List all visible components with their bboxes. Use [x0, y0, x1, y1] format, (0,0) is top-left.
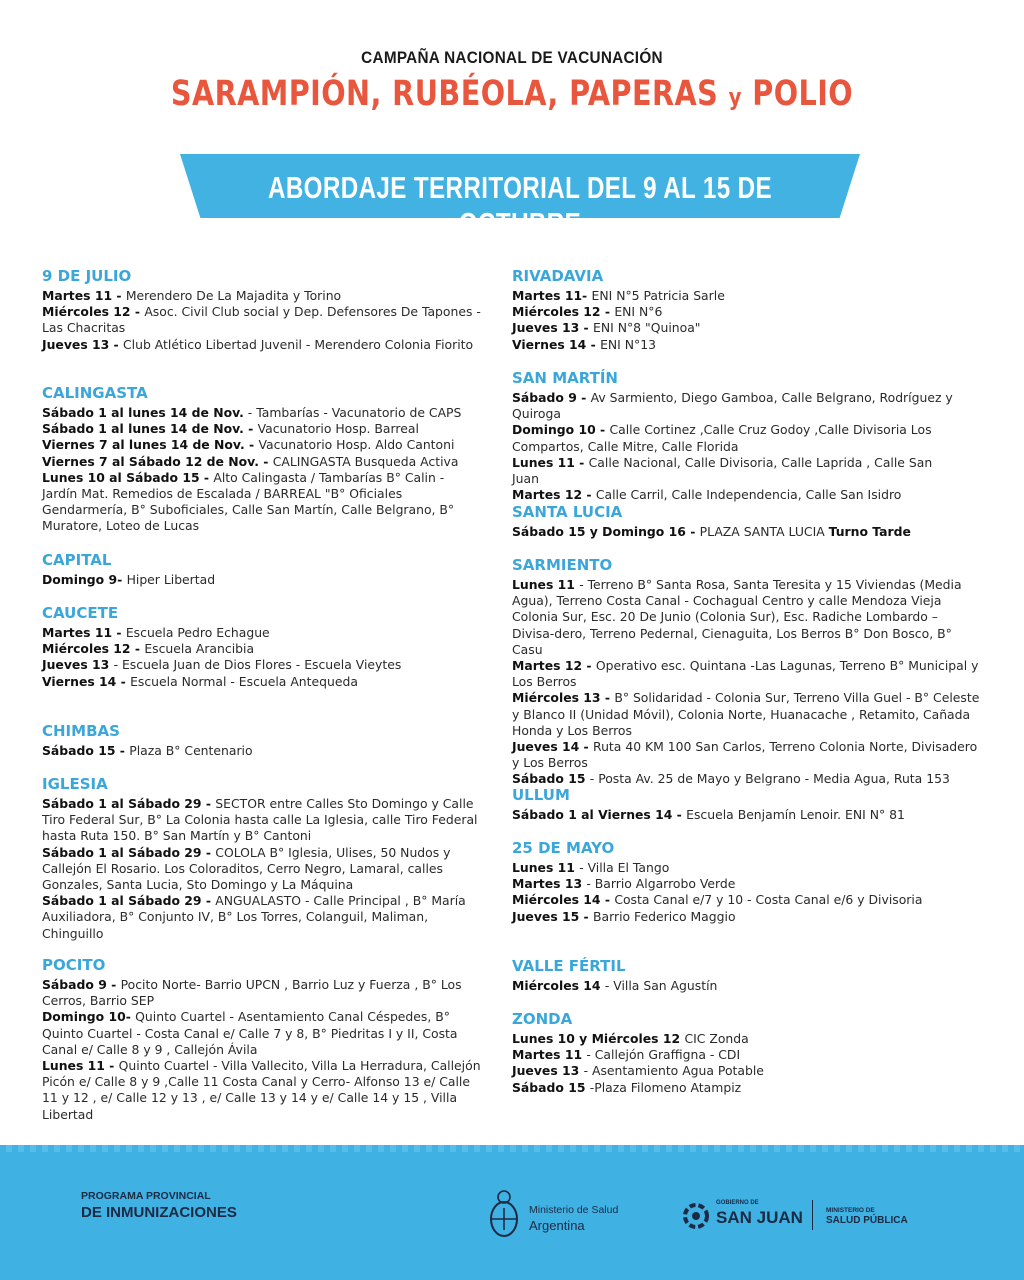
section-body	[42, 572, 482, 588]
section-title: ULLUM	[512, 786, 570, 804]
entry-location: - Barrio Algarrobo Verde	[586, 876, 736, 892]
section-body	[512, 807, 982, 823]
entry-date: Miércoles 14	[512, 978, 605, 993]
section-title: SAN MARTÍN	[512, 369, 618, 387]
section-rivadavia	[512, 267, 982, 353]
entry-location: B° Solidaridad - Colonia Sur, Terreno Villa Guel - B° Celeste y Blanco II (Unidad Móvil), Colonia Norte, Huanacache , Retamito, Cañada Honda y Los Berros	[512, 690, 980, 738]
section-body	[42, 405, 482, 535]
section-iglesia	[42, 775, 492, 942]
entry-date: Miércoles 12 -	[42, 304, 145, 320]
entry-date: Sábado 1 al Sábado 29 -	[42, 796, 216, 811]
entry-location: - Asentamiento Agua Potable	[583, 1063, 764, 1079]
entry-location: CALINGASTA Busqueda Activa	[272, 453, 459, 469]
entry-location: SECTOR entre Calles Sto Domingo y Calle Tiro Federal Sur, B° La Colonia hasta calle La Iglesia, calle Tiro Federal hasta Ruta 150. B° San Martín y B° Cantoni	[42, 796, 478, 844]
section-calingasta	[42, 384, 482, 535]
entry-date: Martes 12 -	[512, 658, 596, 674]
entry-location: ENI N°8 "Quinoa"	[593, 320, 701, 336]
san-juan-logo-icon	[680, 1200, 712, 1232]
entry-date: Sábado 15 y Domingo 16 -	[512, 524, 700, 539]
section-body	[512, 978, 982, 994]
ministerio-label: MINISTERIO DE	[826, 1207, 875, 1214]
entry-location: Av Sarmiento, Diego Gamboa, Calle Belgrano, Rodríguez y Quiroga	[512, 390, 953, 422]
section-body	[42, 743, 482, 759]
diseases-title-y: y	[728, 83, 742, 111]
entry-date: Jueves 13	[512, 1063, 584, 1079]
entry-date: Miércoles 13 -	[512, 690, 615, 706]
entry-date: Sábado 9 -	[42, 977, 121, 992]
entry-location: Calle Carril, Calle Independencia, Calle San Isidro	[595, 487, 902, 503]
san-juan-label: SAN JUAN	[716, 1208, 803, 1227]
entry-date: Viernes 14 -	[512, 336, 601, 352]
entry-date: Domingo 10-	[42, 1009, 136, 1025]
entry-location: Escuela Pedro Echague	[125, 625, 270, 640]
entry-date: Sábado 1 al Viernes 14 -	[512, 807, 687, 822]
entry-date: Sábado 15	[512, 1079, 590, 1095]
entry-date: Sábado 9 -	[512, 390, 591, 405]
section-sarmiento	[512, 556, 982, 788]
entry-location: ENI N°13	[600, 336, 656, 352]
section-body	[42, 288, 482, 353]
campaign-title: CAMPAÑA NACIONAL DE VACUNACIÓN	[361, 48, 663, 67]
entry-date: Martes 11-	[512, 288, 592, 303]
entry-location: Alto Calingasta / Tambarías B° Calin - Jardín Mat. Remedios de Escalada / BARREAL "B° Oficiales Gendarmería, B° Suboficiales, Calle San Martín, Calle Belgrano, B° Muratore, Loteo de Lucas	[42, 469, 455, 534]
section-ullum	[512, 786, 982, 823]
entry-date: Lunes 11	[512, 577, 580, 592]
section-title: CAPITAL	[42, 551, 112, 569]
entry-location: ENI N°5 Patricia Sarle	[591, 288, 725, 303]
entry-location: - Tambarías - Vacunatorio de CAPS	[243, 405, 462, 420]
entry-location: ENI N°6	[614, 304, 663, 320]
banner-text: ABORDAJE TERRITORIAL DEL 9 AL 15 DE OCTUBRE	[267, 170, 773, 241]
entry-date: Martes 11 -	[42, 625, 126, 640]
entry-location: Vacunatorio Hosp. Barreal	[257, 421, 419, 437]
section-title: CAUCETE	[42, 604, 119, 622]
program-line-2: DE INMUNIZACIONES	[81, 1204, 237, 1221]
section-title: CALINGASTA	[42, 384, 148, 402]
entry-location: Quinto Cuartel - Asentamiento Canal Céspedes, B° Quinto Cuartel - Costa Canal e/ Calle 7 y 8, B° Piedritas I y II, Costa Canal e/ Calle 8 y 9 , Callejón Ávila	[42, 1009, 458, 1057]
entry-location: Escuela Normal - Escuela Antequeda	[130, 673, 358, 689]
entry-location: Quinto Cuartel - Villa Vallecito, Villa La Herradura, Callejón Picón e/ Calle 8 y 9 ,Calle 11 Costa Canal y Cerro- Alfonso 13 e/ Calle 11 y 12 , e/ Calle 12 y 13 , e/ Calle 13 y 14 y e/ Calle 14 y 15 , Villa Libertad	[42, 1058, 481, 1122]
entry-date: Jueves 13 -	[42, 336, 124, 352]
entry-date: Martes 11	[512, 1047, 587, 1063]
entry-location: - Villa El Tango	[579, 860, 670, 875]
entry-location: Barrio Federico Maggio	[593, 908, 736, 924]
entry-date: Sábado 1 al lunes 14 de Nov.	[42, 405, 244, 420]
entry-location: PLAZA SANTA LUCIA	[699, 524, 829, 539]
section-title: RIVADAVIA	[512, 267, 604, 285]
entry-location: Vacunatorio Hosp. Aldo Cantoni	[258, 437, 455, 453]
entry-location: Escuela Benjamín Lenoir. ENI N° 81	[686, 807, 905, 822]
section-body	[512, 390, 957, 503]
entry-date: Viernes 7 al lunes 14 de Nov. -	[42, 437, 259, 453]
ministry-line-2: Argentina	[529, 1218, 585, 1233]
entry-date: Sábado 1 al Sábado 29 -	[42, 893, 216, 909]
entry-location: - Terreno B° Santa Rosa, Santa Teresita y 15 Viviendas (Media Agua), Terreno Costa Canal - Cochagual Centro y calle Mendoza Vieja Colonia Sur, Esc. 20 De Junio (Colonia Sur), Esc. Radiche Lombardo – Divisa-dero, Terreno Pedernal, Cienaguita, Los Berros B° Don Bosco, B° Casu	[512, 577, 962, 657]
section-body	[42, 977, 482, 1123]
section-title: POCITO	[42, 956, 106, 974]
entry-shift: Turno Tarde	[828, 524, 911, 539]
program-line-1: PROGRAMA PROVINCIAL	[81, 1190, 211, 1202]
section-title: ZONDA	[512, 1010, 573, 1028]
ministry-line-1: Ministerio de Salud	[529, 1204, 619, 1216]
section-title: 25 DE MAYO	[512, 839, 615, 857]
entry-date: Lunes 10 y Miércoles 12	[512, 1031, 685, 1046]
entry-location: Calle Nacional, Calle Divisoria, Calle Laprida , Calle San Juan	[512, 454, 933, 487]
entry-location: Merendero De La Majadita y Torino	[125, 288, 342, 303]
entry-date: Lunes 10 al Sábado 15 -	[42, 469, 214, 485]
section-zonda	[512, 1010, 982, 1096]
entry-date: Miércoles 14 -	[512, 892, 615, 908]
entry-location: Pocito Norte- Barrio UPCN , Barrio Luz y Fuerza , B° Los Cerros, Barrio SEP	[42, 977, 462, 1009]
entry-location: - Villa San Agustín	[604, 978, 718, 993]
entry-location: COLOLA B° Iglesia, Ulises, 50 Nudos y Callejón El Rosario. Los Coloraditos, Cerro Negro, Lamaral, calles Gonzales, Santa Lucia, Sto Domingo y La Máquina	[42, 844, 451, 893]
entry-location: Operativo esc. Quintana -Las Lagunas, Terreno B° Municipal y Los Berros	[512, 658, 979, 690]
section-title: VALLE FÉRTIL	[512, 957, 626, 975]
diseases-title	[92, 74, 932, 114]
entry-date: Jueves 13 -	[512, 320, 594, 336]
section-body	[512, 1031, 982, 1096]
section-title: 9 DE JULIO	[42, 267, 132, 285]
section-san-martin	[512, 369, 957, 503]
entry-date: Jueves 13	[42, 657, 114, 673]
entry-date: Sábado 1 al Sábado 29 -	[42, 844, 216, 860]
entry-date: Domingo 9-	[42, 572, 127, 587]
section-capital	[42, 551, 482, 588]
section-9-de-julio	[42, 267, 482, 353]
section-body	[512, 524, 982, 540]
entry-location: CIC Zonda	[684, 1031, 749, 1046]
entry-location: -Plaza Filomeno Atampiz	[589, 1079, 742, 1095]
entry-date: Jueves 15 -	[512, 908, 594, 924]
entry-date: Viernes 14 -	[42, 673, 131, 689]
section-body	[42, 625, 482, 690]
entry-date: Sábado 1 al lunes 14 de Nov. -	[42, 421, 258, 437]
entry-date: Lunes 11	[512, 860, 580, 875]
diseases-title-part-b: POLIO	[752, 74, 854, 114]
section-santa-lucia	[512, 503, 982, 540]
entry-date: Lunes 11 -	[42, 1058, 119, 1074]
entry-date: Martes 13	[512, 876, 587, 892]
entry-location: - Posta Av. 25 de Mayo y Belgrano - Media Agua, Ruta 153	[589, 771, 950, 787]
entry-date: Lunes 11 -	[512, 454, 589, 470]
entry-location: Calle Cortinez ,Calle Cruz Godoy ,Calle Divisoria Los Compartos, Calle Mitre, Calle Florida	[512, 422, 932, 454]
section-body	[512, 577, 982, 788]
entry-date: Sábado 15	[512, 771, 590, 787]
section-valle-fertil	[512, 957, 982, 994]
argentina-shield-icon	[487, 1188, 521, 1242]
entry-date: Viernes 7 al Sábado 12 de Nov. -	[42, 453, 273, 469]
gobierno-label: GOBIERNO DE	[716, 1200, 759, 1206]
entry-location: Escuela Arancibia	[144, 641, 255, 657]
section-chimbas	[42, 722, 482, 759]
section-caucete	[42, 604, 482, 690]
entry-location: Club Atlético Libertad Juvenil - Merendero Colonia Fiorito	[123, 336, 474, 352]
logo-divider	[812, 1200, 813, 1230]
entry-date: Miércoles 12 -	[42, 641, 145, 657]
section-title: SARMIENTO	[512, 556, 613, 574]
section-title: CHIMBAS	[42, 722, 120, 740]
section-body	[512, 860, 982, 925]
entry-location: - Callejón Graffigna - CDI	[586, 1047, 741, 1063]
entry-date: Jueves 14 -	[512, 739, 594, 755]
entry-location: ANGUALASTO - Calle Principal , B° María Auxiliadora, B° Conjunto IV, B° Los Torres, Colanguil, Maliman, Chinguillo	[42, 893, 466, 941]
section-25-de-mayo	[512, 839, 982, 925]
entry-date: Miércoles 12 -	[512, 304, 615, 320]
salud-publica-label: SALUD PÚBLICA	[826, 1215, 908, 1226]
section-title: SANTA LUCIA	[512, 503, 623, 521]
entry-location: Asoc. Civil Club social y Dep. Defensores De Tapones - Las Chacritas	[42, 304, 481, 336]
entry-location: Hiper Libertad	[126, 572, 216, 587]
entry-date: Martes 11 -	[42, 288, 126, 303]
entry-location: Costa Canal e/7 y 10 - Costa Canal e/6 y Divisoria	[614, 892, 923, 908]
diseases-title-part-a: SARAMPIÓN, RUBÉOLA, PAPERAS	[170, 74, 719, 114]
entry-location: - Escuela Juan de Dios Flores - Escuela Vieytes	[113, 657, 402, 673]
section-title: IGLESIA	[42, 775, 108, 793]
entry-location: Ruta 40 KM 100 San Carlos, Terreno Colonia Norte, Divisadero y Los Berros	[512, 739, 978, 771]
entry-date: Martes 12 -	[512, 487, 596, 503]
entry-date: Domingo 10 -	[512, 422, 610, 438]
entry-date: Sábado 15 -	[42, 743, 130, 758]
section-pocito	[42, 956, 482, 1123]
section-body	[512, 288, 982, 353]
section-body	[42, 796, 492, 942]
entry-location: Plaza B° Centenario	[129, 743, 253, 758]
